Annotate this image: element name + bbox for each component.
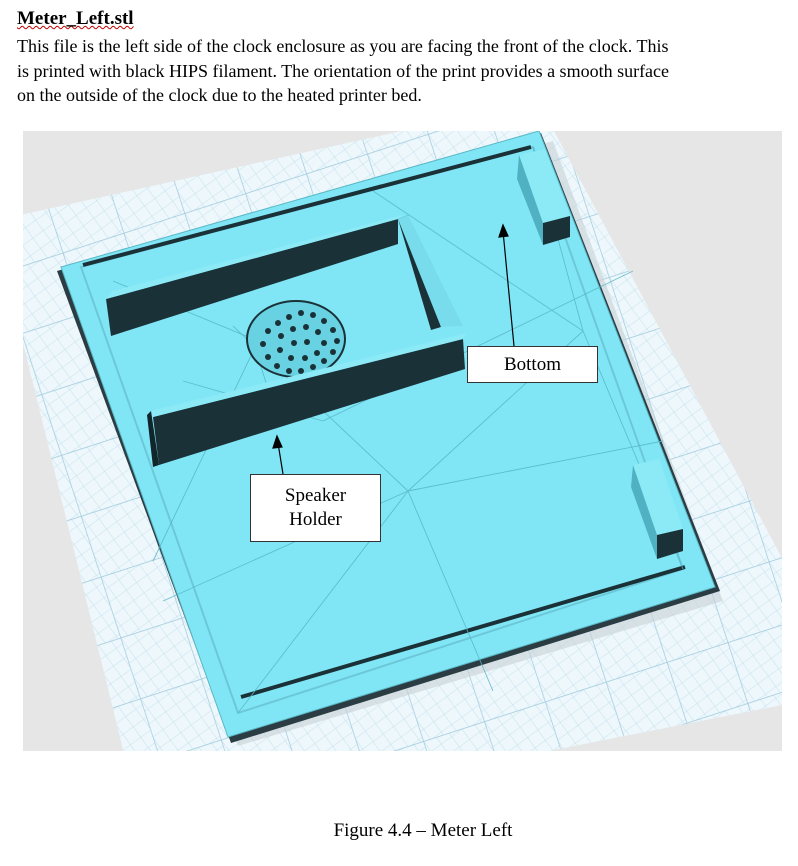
speaker-holder-callout-label — [250, 474, 381, 542]
description-paragraph: This file is the left side of the clock enclosure as you are facing the front of the clock. This is printed with black HIPS filament. The orientation of the print provides a smooth surface on the outside of the clock due to the heated printer bed. — [17, 36, 670, 105]
file-heading: Meter_Left.stl — [17, 8, 134, 29]
bottom-callout-label: Bottom — [467, 346, 598, 383]
figure-caption: Figure 4.4 – Meter Left — [333, 820, 513, 841]
speaker-grille — [247, 301, 345, 377]
model-render — [23, 131, 782, 751]
speaker-holder-callout-text: Speaker Holder — [284, 485, 347, 530]
model-figure — [23, 131, 782, 751]
